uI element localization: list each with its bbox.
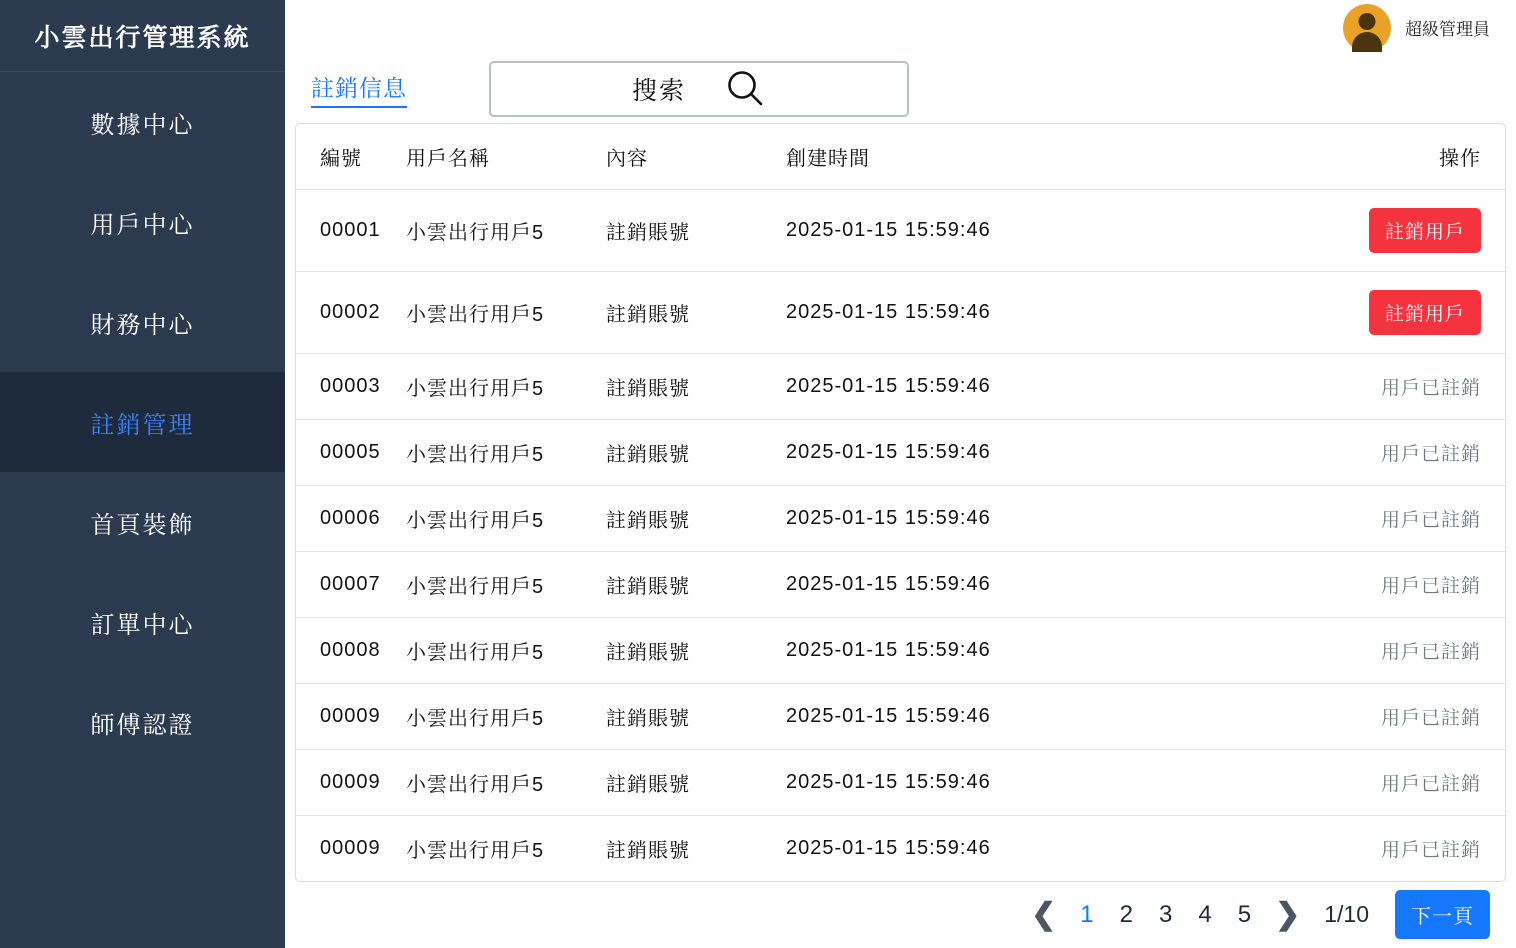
app-brand-title: 小雲出行管理系統: [0, 0, 285, 72]
table-body: [296, 189, 1505, 881]
cell-content: 註銷賬號: [606, 485, 786, 551]
cell-content: 註銷賬號: [606, 617, 786, 683]
cell-username: 小雲出行用戶5: [406, 353, 606, 419]
sidebar-item-user-center[interactable]: 用戶中心: [90, 211, 195, 239]
pagination: [285, 882, 1516, 948]
page-number-3[interactable]: 3: [1159, 900, 1173, 928]
cell-action: [1106, 683, 1505, 749]
cell-action: [1106, 353, 1505, 419]
search-input[interactable]: [489, 61, 909, 117]
cell-action: [1106, 419, 1505, 485]
cell-content: 註銷賬號: [606, 683, 786, 749]
cell-id: 00003: [296, 353, 406, 419]
cell-content: 註銷賬號: [606, 551, 786, 617]
status-badge-deregistered: 用戶已註銷: [1380, 707, 1481, 729]
table-row: [296, 551, 1505, 617]
sidebar-item-master-certification[interactable]: 師傅認證: [90, 711, 195, 739]
user-name-label: 超級管理員: [1405, 20, 1490, 40]
top-bar: [285, 0, 1516, 55]
column-header-created-time: 創建時間: [786, 124, 1106, 190]
table-row: [296, 683, 1505, 749]
toolbar: [285, 55, 1516, 123]
cell-content: 註銷賬號: [606, 271, 786, 353]
cell-action: [1106, 815, 1505, 881]
sidebar-item-deregistration-management[interactable]: 註銷管理: [0, 372, 285, 472]
status-badge-deregistered: 用戶已註銷: [1380, 839, 1481, 861]
column-header-content: 內容: [606, 124, 786, 190]
sidebar-item-homepage-decoration[interactable]: 首頁裝飾: [90, 511, 195, 539]
table-row: [296, 749, 1505, 815]
cell-username: 小雲出行用戶5: [406, 271, 606, 353]
cell-created-time: 2025-01-15 15:59:46: [786, 836, 991, 859]
cell-id: 00002: [296, 271, 406, 353]
cell-id: 00009: [296, 683, 406, 749]
status-badge-deregistered: 用戶已註銷: [1380, 641, 1481, 663]
status-badge-deregistered: 用戶已註銷: [1380, 443, 1481, 465]
cell-id: 00008: [296, 617, 406, 683]
cell-content: 註銷賬號: [606, 353, 786, 419]
cell-created-time: 2025-01-15 15:59:46: [786, 485, 1106, 551]
cell-username: 小雲出行用戶5: [406, 485, 606, 551]
column-header-id: 編號: [296, 124, 406, 190]
cell-username: 小雲出行用戶5: [406, 683, 606, 749]
cell-created-time: 2025-01-15 15:59:46: [786, 551, 1106, 617]
cell-id: 00005: [296, 419, 406, 485]
table-header-row: [296, 124, 1505, 190]
status-badge-deregistered: 用戶已註銷: [1380, 575, 1481, 597]
cell-id: 00009: [320, 836, 381, 859]
avatar-body-shape: [1352, 32, 1382, 52]
column-header-username: 用戶名稱: [406, 124, 606, 190]
table-row: [296, 271, 1505, 353]
page-info-label: 1/10: [1324, 901, 1369, 928]
cell-username: 小雲出行用戶5: [406, 749, 606, 815]
search-label: 搜索: [631, 77, 686, 106]
status-badge-deregistered: 用戶已註銷: [1380, 773, 1481, 795]
cell-username: 小雲出行用戶5: [406, 839, 545, 862]
cell-action: [1106, 271, 1505, 353]
cell-created-time: 2025-01-15 15:59:46: [786, 749, 1106, 815]
cell-created-time: 2025-01-15 15:59:46: [786, 419, 1106, 485]
cell-created-time: 2025-01-15 15:59:46: [786, 189, 1106, 271]
table-row: [296, 353, 1505, 419]
tab-deregistration-info[interactable]: 註銷信息: [311, 70, 407, 108]
cell-id: 00006: [296, 485, 406, 551]
cell-action: [1106, 551, 1505, 617]
cell-id: 00007: [296, 551, 406, 617]
table-row: [296, 617, 1505, 683]
sidebar: [0, 0, 285, 948]
page-number-2[interactable]: 2: [1119, 900, 1134, 928]
deregistration-table: [295, 123, 1506, 882]
cell-content: 註銷賬號: [606, 189, 786, 271]
deregister-user-button[interactable]: 註銷用戶: [1369, 208, 1481, 253]
cell-id: 00001: [296, 189, 406, 271]
search-icon[interactable]: [724, 68, 766, 110]
sidebar-item-order-center[interactable]: 訂單中心: [90, 611, 195, 639]
main-content: [285, 0, 1516, 948]
cell-action: [1106, 617, 1505, 683]
chevron-left-icon[interactable]: ❮: [1031, 897, 1057, 931]
table-row: [296, 189, 1505, 271]
sidebar-item-data-center[interactable]: 數據中心: [90, 111, 195, 139]
sidebar-item-finance-center[interactable]: 財務中心: [90, 311, 195, 339]
avatar-head-shape: [1359, 13, 1376, 30]
cell-created-time: 2025-01-15 15:59:46: [786, 353, 1106, 419]
cell-created-time: 2025-01-15 15:59:46: [786, 683, 1106, 749]
cell-action: [1106, 749, 1505, 815]
page-number-4[interactable]: 4: [1198, 900, 1212, 928]
table-header: [296, 124, 1505, 190]
table-row: [296, 815, 1505, 881]
deregister-user-button[interactable]: 註銷用戶: [1369, 290, 1481, 335]
cell-content: 註銷賬號: [606, 419, 786, 485]
page-number-5[interactable]: 5: [1237, 900, 1252, 928]
status-badge-deregistered: 用戶已註銷: [1380, 377, 1481, 399]
cell-id: 00009: [296, 749, 406, 815]
cell-content: 註銷賬號: [606, 839, 690, 862]
chevron-right-icon[interactable]: ❯: [1275, 897, 1301, 931]
cell-username: 小雲出行用戶5: [406, 419, 606, 485]
next-page-button[interactable]: 下一頁: [1395, 890, 1490, 939]
table-row: [296, 485, 1505, 551]
cell-username: 小雲出行用戶5: [406, 189, 606, 271]
status-badge-deregistered: 用戶已註銷: [1380, 509, 1481, 531]
cell-created-time: 2025-01-15 15:59:46: [786, 617, 1106, 683]
cell-action: [1106, 485, 1505, 551]
cell-username: 小雲出行用戶5: [406, 551, 606, 617]
sidebar-nav: [0, 72, 285, 772]
user-avatar-icon[interactable]: [1343, 4, 1391, 52]
cell-action: [1106, 189, 1505, 271]
table-row: [296, 419, 1505, 485]
page-number-1[interactable]: 1: [1080, 900, 1094, 928]
cell-created-time: 2025-01-15 15:59:46: [786, 271, 1106, 353]
cell-username: 小雲出行用戶5: [406, 617, 606, 683]
column-header-action: 操作: [1106, 124, 1505, 190]
cell-content: 註銷賬號: [606, 749, 786, 815]
